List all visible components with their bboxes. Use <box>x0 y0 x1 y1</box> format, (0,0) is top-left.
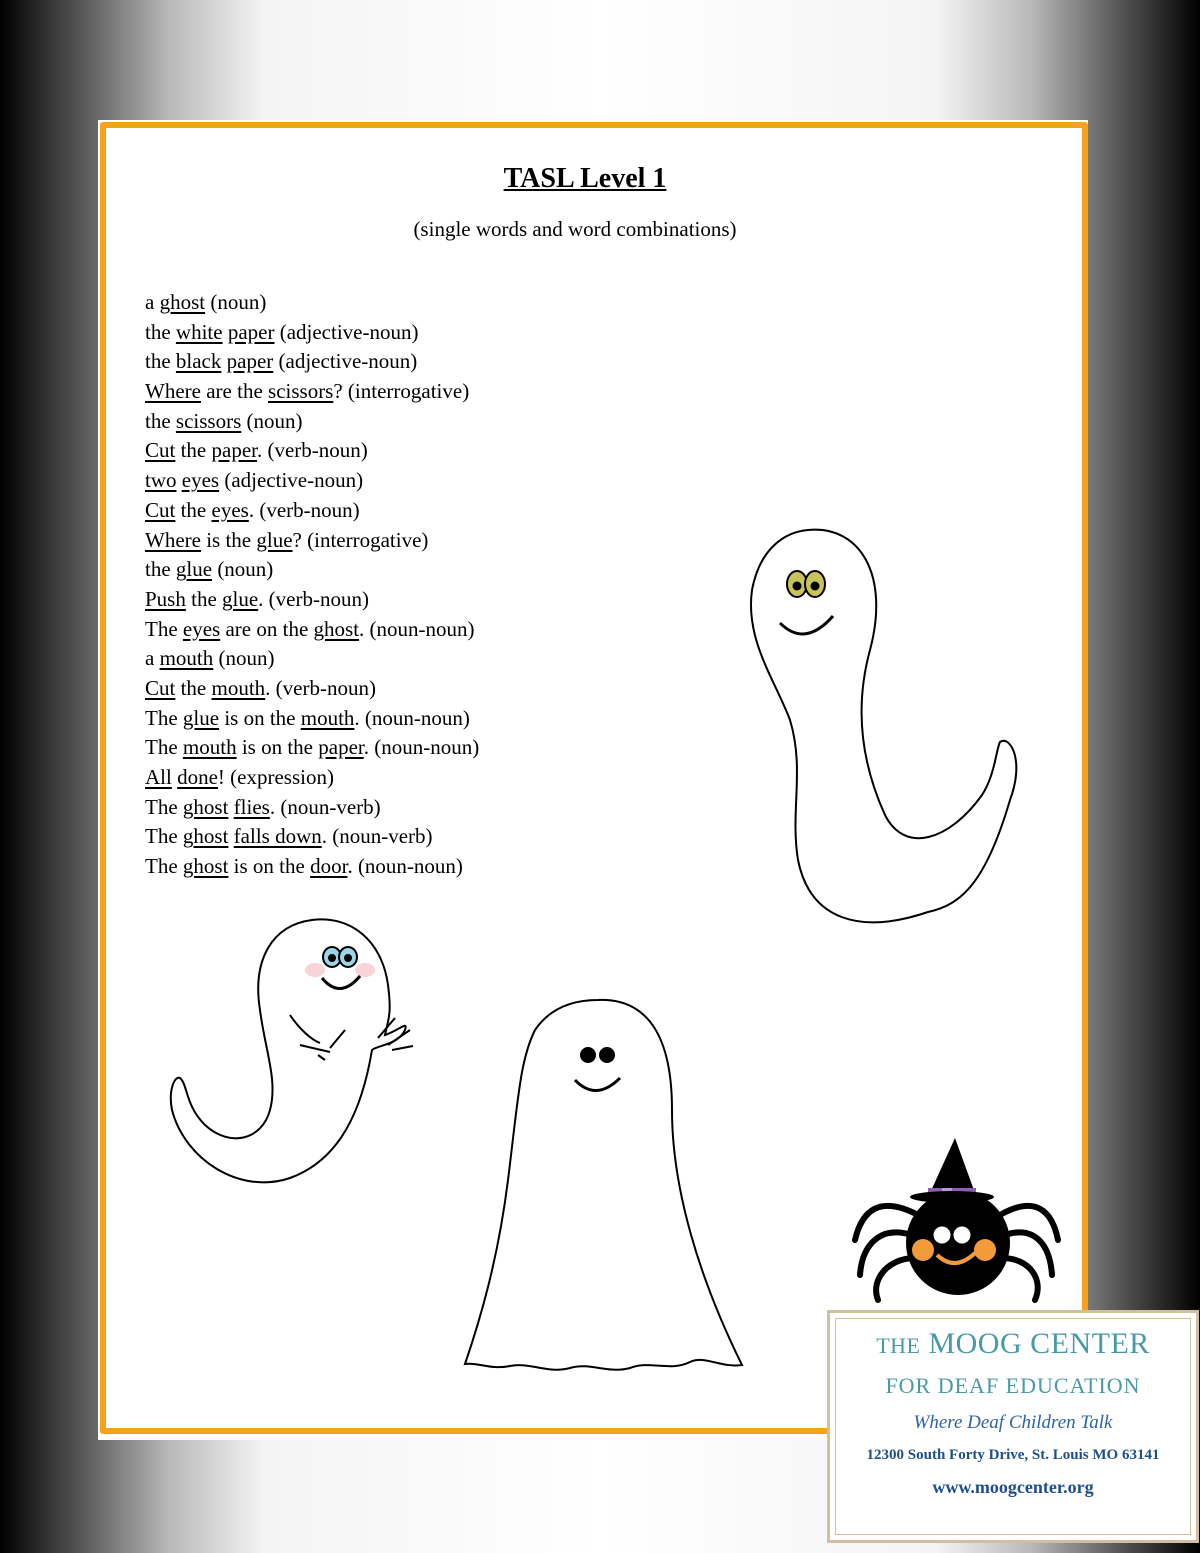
phrase-text: The <box>145 705 183 730</box>
phrase-text: (adjective-noun) <box>219 468 364 493</box>
key-word: paper <box>226 349 274 374</box>
key-word: eyes <box>182 616 221 641</box>
phrase-text: . (verb-noun) <box>248 497 360 522</box>
ghost-tall-icon <box>751 530 1016 923</box>
phrase-text: . (noun-verb) <box>321 824 433 849</box>
phrase-text: the <box>175 438 212 463</box>
ghost-waving-icon <box>171 919 413 1182</box>
phrase-text: . (verb-noun) <box>258 586 369 611</box>
phrase-text: ? (interrogative) <box>333 379 470 404</box>
phrase-text: are on the <box>220 616 314 641</box>
phrase-text: . (noun-noun) <box>354 705 470 730</box>
key-word: Push <box>145 586 186 611</box>
logo-subtitle: FOR DEAF EDUCATION <box>885 1373 1141 1398</box>
page-title: TASL Level 1 <box>503 163 667 194</box>
phrase-text: . (verb-noun) <box>256 438 368 463</box>
key-word: All <box>145 765 172 789</box>
key-word: mouth <box>182 735 237 760</box>
key-word: Where <box>145 379 201 404</box>
phrase-text: the <box>145 349 176 374</box>
spider-witch-hat-icon <box>855 1138 1058 1300</box>
key-word: scissors <box>268 379 334 404</box>
key-word: glue <box>222 586 259 611</box>
key-word: ghost <box>182 854 229 879</box>
logo-address: 12300 South Forty Drive, St. Louis MO 63141 <box>866 1447 1160 1463</box>
key-word: falls down <box>233 824 322 849</box>
phrase-text: are the <box>200 379 269 404</box>
phrase-text: (adjective-noun) <box>274 319 419 344</box>
key-word: ghost <box>182 794 229 819</box>
phrase-text: (noun) <box>213 646 275 671</box>
phrase-text: a <box>145 646 160 671</box>
key-word: two <box>145 468 177 493</box>
phrase-text: the <box>145 319 176 344</box>
phrase-text: The <box>145 616 183 641</box>
key-word: mouth <box>211 675 266 700</box>
phrase-text: (adjective-noun) <box>273 349 418 374</box>
phrase-text: is on the <box>236 735 319 760</box>
phrase-text: . (noun-noun) <box>359 616 475 641</box>
phrase-text: is the <box>200 527 257 552</box>
key-word: ghost <box>182 824 229 849</box>
key-word: Where <box>145 527 201 552</box>
key-word: paper <box>211 438 257 463</box>
logo-tagline: Where Deaf Children Talk <box>913 1412 1113 1433</box>
key-word: Cut <box>145 675 176 700</box>
key-word: Cut <box>145 438 176 463</box>
key-word: mouth <box>159 646 214 671</box>
key-word: done <box>177 765 218 789</box>
phrase-text: The <box>145 854 183 879</box>
key-word: paper <box>227 319 275 344</box>
phrase-text: The <box>145 735 183 760</box>
phrase-text: (noun) <box>241 408 303 433</box>
phrase-text: the <box>185 586 223 611</box>
page-subtitle: (single words and word combinations) <box>413 217 737 241</box>
key-word: black <box>175 349 222 374</box>
key-word: door <box>310 854 348 879</box>
phrase-text: is on the <box>228 854 311 879</box>
key-word: ghost <box>159 290 206 314</box>
logo-url-link[interactable]: www.moogcenter.org <box>932 1477 1094 1497</box>
phrase-text: The <box>145 824 183 849</box>
phrase-text: . (noun-noun) <box>363 735 480 760</box>
phrase-text: is on the <box>219 705 301 730</box>
phrase-text: . (verb-noun) <box>265 675 376 700</box>
phrase-text: (noun) <box>205 290 267 314</box>
phrase-text: The <box>145 794 183 819</box>
logo-name-prefix: THE <box>876 1333 921 1358</box>
phrase-text: the <box>145 557 176 582</box>
ghost-sheet-icon <box>465 1000 742 1370</box>
logo-name <box>830 1327 1196 1361</box>
key-word: scissors <box>175 408 242 433</box>
key-word: paper <box>318 735 364 760</box>
phrase-text: the <box>145 408 176 433</box>
phrase-text: . (noun-verb) <box>269 794 381 819</box>
phrase-text: (noun) <box>212 557 274 582</box>
key-word: ghost <box>313 616 360 641</box>
key-word: Cut <box>145 497 176 522</box>
phrase-text: ? (interrogative) <box>292 527 429 552</box>
key-word: eyes <box>211 497 249 522</box>
key-word: glue <box>175 557 213 582</box>
key-word: glue <box>182 705 220 730</box>
key-word: flies <box>233 794 270 819</box>
phrase-text: . (noun-noun) <box>347 854 463 879</box>
phrase-text: ! (expression) <box>217 765 334 789</box>
key-word: glue <box>256 527 293 552</box>
phrase-text: the <box>175 497 212 522</box>
logo-name-main: MOOG CENTER <box>928 1327 1150 1360</box>
phrase-text: a <box>145 290 160 314</box>
phrase-text: the <box>175 675 212 700</box>
key-word: mouth <box>300 705 355 730</box>
key-word: white <box>175 319 223 344</box>
moog-center-logo <box>827 1310 1199 1543</box>
key-word: eyes <box>181 468 220 493</box>
